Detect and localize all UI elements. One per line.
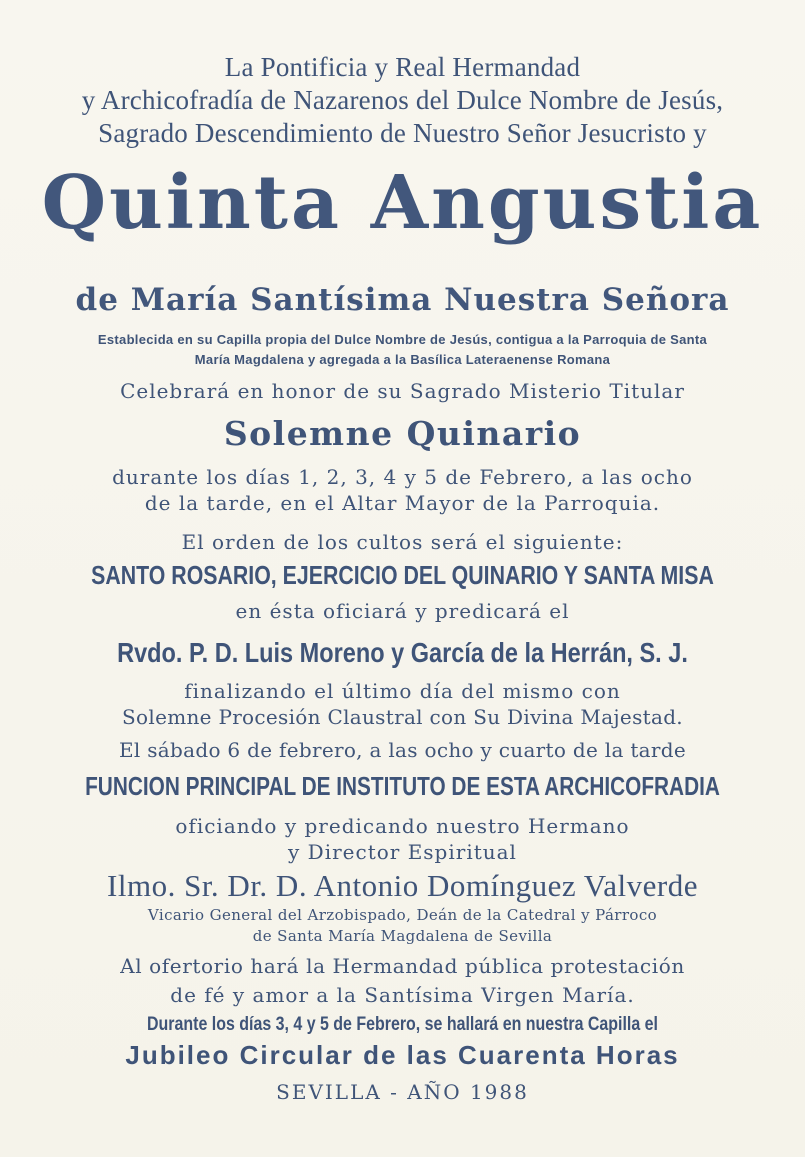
- event-title: Solemne Quinario: [223, 414, 582, 453]
- offertory-line-1: Al ofertorio hará la Hermandad pública protestación: [120, 954, 685, 978]
- footer-city-year: SEVILLA - AÑO 1988: [276, 1080, 529, 1104]
- establishment-line-1: Establecida en su Capilla propia del Dulce Nombre de Jesús, contigua a la Parroquia de Santa: [97, 332, 708, 347]
- closing-line-2: Solemne Procesión Claustral con Su Divina Majestad.: [122, 705, 683, 729]
- cults-intro: El orden de los cultos será el siguiente:: [181, 530, 624, 554]
- dates-line-1: durante los días 1, 2, 3, 4 y 5 de Febrero, a las ocho: [112, 465, 693, 489]
- jubileo-title: Jubileo Circular de las Cuarenta Horas: [125, 1040, 680, 1070]
- cults-order: SANTO ROSARIO, EJERCICIO DEL QUINARIO Y SANTA MISA: [91, 560, 714, 590]
- officiant-name: Rvdo. P. D. Luis Moreno y García de la Herrán, S. J.: [117, 637, 688, 668]
- celebration-intro: Celebrará en honor de su Sagrado Misterio Titular: [120, 379, 685, 403]
- function-date: El sábado 6 de febrero, a las ocho y cuarto de la tarde: [118, 738, 687, 762]
- header-line-1: La Pontificia y Real Hermandad: [224, 52, 581, 82]
- header-line-2: y Archicofradía de Nazarenos del Dulce Nombre de Jesús,: [81, 85, 724, 115]
- main-title: Quinta Angustia: [41, 160, 764, 246]
- offertory-line-2: de fé y amor a la Santísima Virgen María.: [170, 983, 635, 1007]
- officiant-intro: en ésta oficiará y predicará el: [235, 599, 570, 623]
- director-name: Ilmo. Sr. Dr. D. Antonio Domínguez Valverde: [107, 868, 698, 903]
- subtitle: de María Santísima Nuestra Señora: [75, 282, 730, 318]
- function-officiant-line-2: y Director Espiritual: [288, 840, 517, 864]
- jubileo-intro: Durante los días 3, 4 y 5 de Febrero, se hallará en nuestra Capilla el: [147, 1014, 658, 1035]
- header-line-3: Sagrado Descendimiento de Nuestro Señor Jesucristo y: [98, 118, 707, 148]
- closing-line-1: finalizando el último día del mismo con: [184, 679, 621, 703]
- director-role-2: de Santa María Magdalena de Sevilla: [252, 927, 553, 945]
- function-title: FUNCION PRINCIPAL DE INSTITUTO DE ESTA ARCHICOFRADIA: [85, 771, 720, 801]
- director-role-1: Vicario General del Arzobispado, Deán de la Catedral y Párroco: [147, 906, 658, 924]
- dates-line-2: de la tarde, en el Altar Mayor de la Parroquia.: [144, 491, 661, 515]
- function-officiant-line-1: oficiando y predicando nuestro Hermano: [175, 814, 630, 838]
- establishment-line-2: María Magdalena y agregada a la Basílica Lateraenense Romana: [194, 352, 611, 367]
